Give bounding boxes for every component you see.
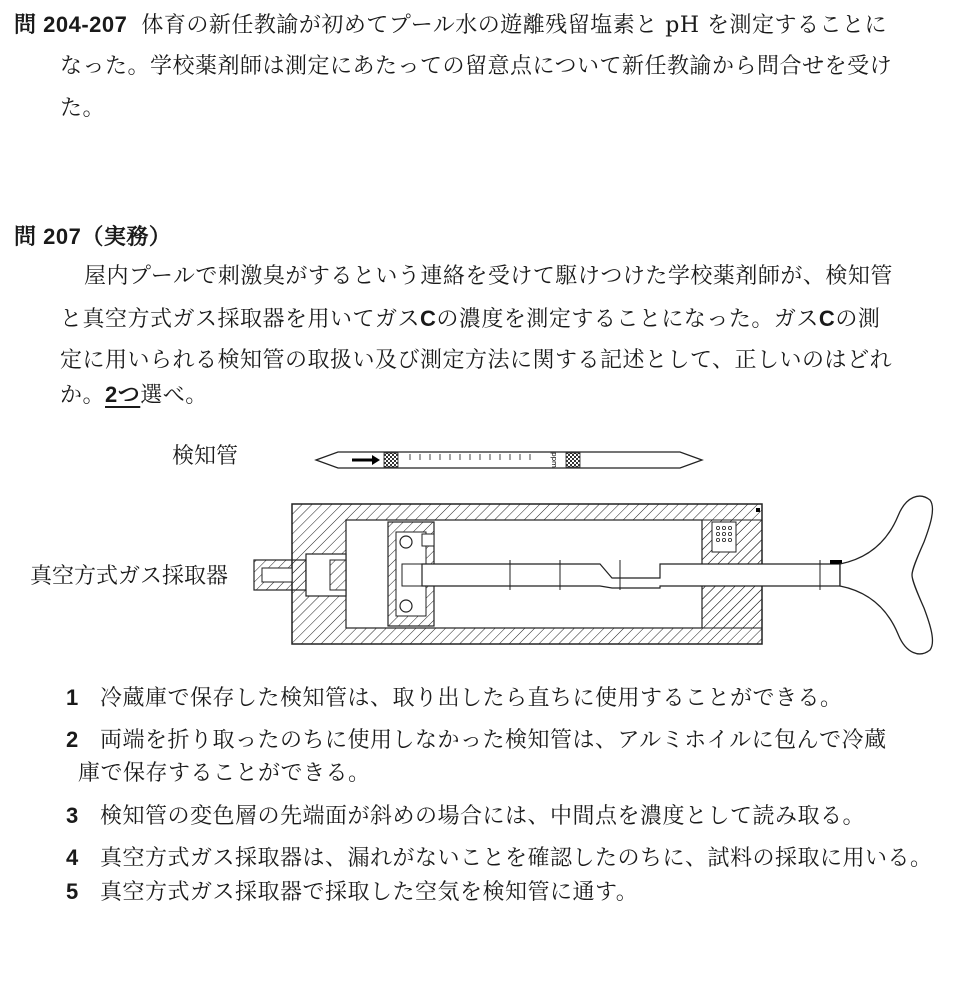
question-text-2b: の濃度を測定することになった。ガス: [436, 307, 819, 332]
question-range-number: 問 204-207: [14, 12, 128, 37]
choice-2: [66, 725, 887, 756]
choice-4-text: 真空方式ガス採取器は、漏れがないことを確認したのちに、試料の採取に用いる。: [100, 846, 933, 871]
question-line-2: [60, 304, 880, 335]
gas-letter-2: C: [818, 306, 836, 331]
question-title: [14, 222, 171, 253]
choice-3-text: 検知管の変色層の先端面が斜めの場合には、中間点を濃度として読み取る。: [100, 804, 866, 829]
detector-tube-drawing: [316, 452, 702, 468]
gas-letter: C: [420, 306, 437, 331]
detector-tube-label: 検知管: [172, 444, 239, 469]
question-text-2c: の測: [835, 307, 881, 332]
choice-2-continued: 庫で保存することができる。: [78, 761, 371, 786]
apparatus-figure: [0, 430, 956, 660]
passage-line-2: なった。学校薬剤師は測定にあたっての留意点について新任教諭から問合せを受け: [60, 54, 893, 79]
sampler-handle: [840, 496, 932, 654]
choice-5-text: 真空方式ガス採取器で採取した空気を検知管に通す。: [100, 880, 639, 905]
choice-5-number: 5: [66, 879, 79, 904]
choice-1: [66, 683, 843, 714]
answer-count: 2つ: [105, 382, 141, 407]
choice-3-number: 3: [66, 803, 79, 828]
choice-3: [66, 801, 865, 832]
question-number: 問 207: [14, 224, 82, 249]
choice-4: [66, 843, 933, 874]
question-text-4a: か。: [60, 383, 106, 408]
question-text-4b: 選べ。: [140, 383, 208, 408]
question-line-3: 定に用いられる検知管の取扱い及び測定方法に関する記述として、正しいのはどれ: [60, 348, 893, 373]
choice-1-text: 冷蔵庫で保存した検知管は、取り出したら直ちに使用することができる。: [100, 686, 843, 711]
choice-2-text: 両端を折り取ったのちに使用しなかった検知管は、アルミホイルに包んで冷蔵: [100, 728, 887, 753]
question-line-4: [60, 380, 208, 411]
gas-sampler-label: 真空方式ガス採取器: [30, 564, 229, 589]
tube-scale-unit: ppm: [550, 452, 558, 468]
question-text-2a: と真空方式ガス採取器を用いてガス: [60, 307, 421, 332]
passage-line-1: [14, 10, 887, 41]
passage-text-1: 体育の新任教諭が初めてプール水の遊離残留塩素と pH を測定することに: [141, 13, 888, 38]
question-line-1: 屋内プールで刺激臭がするという連絡を受けて駆けつけた学校薬剤師が、検知管: [84, 264, 893, 289]
question-tag: （実務）: [81, 224, 172, 249]
choice-5: [66, 877, 638, 908]
choice-1-number: 1: [66, 685, 79, 710]
passage-line-3: た。: [60, 96, 106, 121]
choice-4-number: 4: [66, 845, 79, 870]
choice-2-number: 2: [66, 727, 79, 752]
gas-sampler-drawing: [254, 496, 932, 654]
